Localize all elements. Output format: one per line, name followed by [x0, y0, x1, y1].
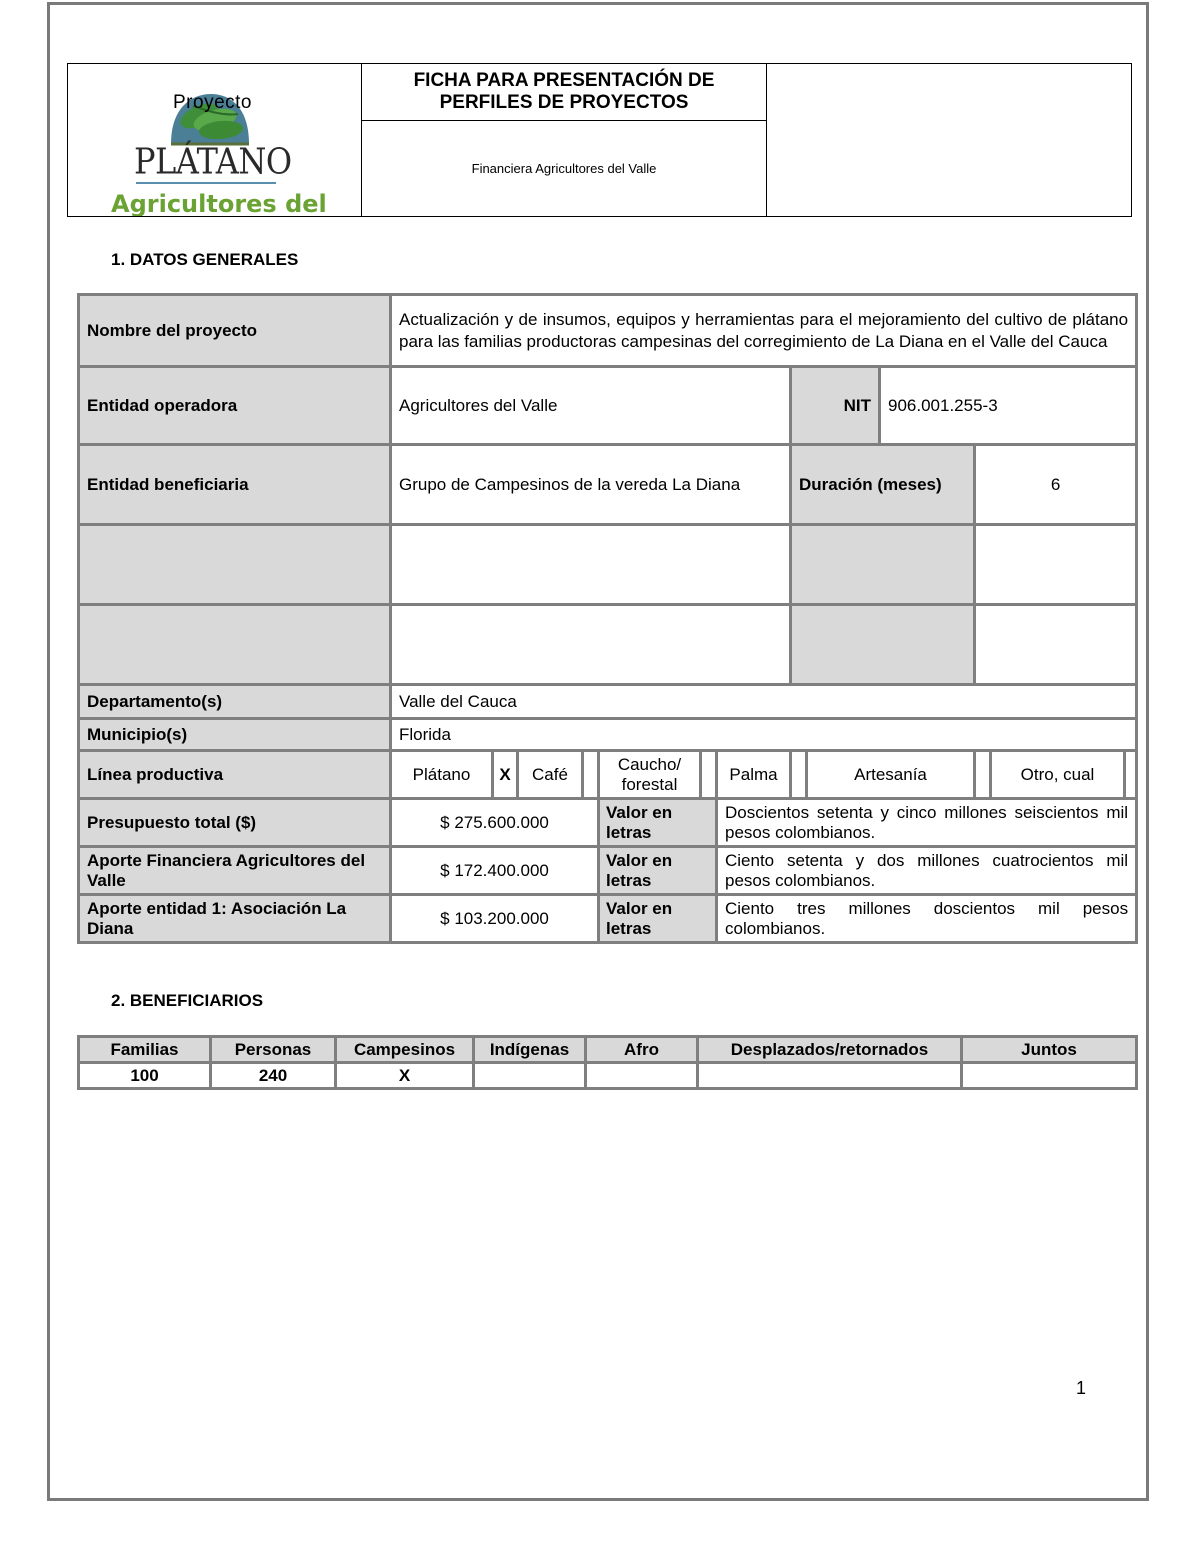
nit-label: NIT	[791, 367, 880, 445]
aporte-entidad-amount: $ 103.200.000	[391, 895, 599, 943]
linea-checkbox[interactable]	[1125, 751, 1137, 799]
linea-name: Otro, cual	[991, 751, 1125, 799]
departamento-label: Departamento(s)	[79, 685, 391, 719]
linea-name: Caucho/ forestal	[599, 751, 701, 799]
valor-letras-label: Valor en letras	[599, 799, 717, 847]
linea-checkbox[interactable]	[791, 751, 807, 799]
presupuesto-amount: $ 275.600.000	[391, 799, 599, 847]
linea-name: Plátano	[391, 751, 493, 799]
project-logo	[68, 64, 362, 216]
logo-top-text: Proyecto	[173, 92, 252, 113]
linea-name: Artesanía	[807, 751, 975, 799]
column-header: Personas	[211, 1037, 336, 1063]
document-header	[67, 63, 1132, 217]
logo-divider	[136, 182, 276, 184]
duracion-label: Duración (meses)	[791, 445, 975, 525]
table-row	[79, 445, 1137, 525]
valor-letras-label: Valor en letras	[599, 847, 717, 895]
header-center	[362, 64, 767, 216]
municipio-value: Florida	[391, 719, 1137, 751]
column-header: Desplazados/retornados	[698, 1037, 962, 1063]
nombre-value: Actualización y de insumos, equipos y herramientas para el mejoramiento del cultivo de plátano para las familias productoras campesinas del corregimiento de La Diana en el Valle del Cauca	[391, 295, 1137, 367]
linea-checkbox[interactable]	[583, 751, 599, 799]
column-header: Afro	[586, 1037, 698, 1063]
valor-letras-label: Valor en letras	[599, 895, 717, 943]
table-cell: 240	[211, 1063, 336, 1089]
linea-name: Palma	[717, 751, 791, 799]
document-title: FICHA PARA PRESENTACIÓN DE PERFILES DE PROYECTOS	[362, 64, 766, 121]
aporte-financiera-letras: Ciento setenta y dos millones cuatrocientos mil pesos colombianos.	[717, 847, 1137, 895]
logo-main-text: PLÁTANO	[134, 139, 292, 183]
presupuesto-letras: Doscientos setenta y cinco millones seiscientos mil pesos colombianos.	[717, 799, 1137, 847]
linea-label: Línea productiva	[79, 751, 391, 799]
beneficiaries-value-row	[79, 1063, 1137, 1089]
budget-row	[79, 847, 1137, 895]
logo-bottom-text: Agricultores del	[111, 190, 327, 216]
beneficiaria-label: Entidad beneficiaria	[79, 445, 391, 525]
linea-name: Café	[518, 751, 583, 799]
aporte-entidad-letras: Ciento tres millones doscientos mil pesos colombianos.	[717, 895, 1137, 943]
column-header: Campesinos	[336, 1037, 474, 1063]
departamento-value: Valle del Cauca	[391, 685, 1137, 719]
page-number: 1	[1076, 1378, 1087, 1398]
presupuesto-label: Presupuesto total ($)	[79, 799, 391, 847]
table-cell	[586, 1063, 698, 1089]
beneficiaries-header-row	[79, 1037, 1137, 1063]
budget-row	[79, 799, 1137, 847]
duracion-value: 6	[975, 445, 1137, 525]
aporte-financiera-label: Aporte Financiera Agricultores del Valle	[79, 847, 391, 895]
section-2-title: 2. BENEFICIARIOS	[111, 991, 264, 1010]
table-cell: 100	[79, 1063, 211, 1089]
column-header: Indígenas	[474, 1037, 586, 1063]
nit-value: 906.001.255-3	[880, 367, 1137, 445]
header-right-empty	[767, 64, 1131, 216]
operadora-value: Agricultores del Valle	[391, 367, 791, 445]
column-header: Familias	[79, 1037, 211, 1063]
general-data-table	[77, 293, 1138, 944]
table-cell	[698, 1063, 962, 1089]
document-subtitle: Financiera Agricultores del Valle	[471, 161, 657, 176]
table-cell	[962, 1063, 1137, 1089]
beneficiaries-table	[77, 1035, 1138, 1090]
linea-productiva-row	[79, 751, 1137, 799]
table-cell	[474, 1063, 586, 1089]
linea-checkbox[interactable]	[701, 751, 717, 799]
section-1-title: 1. DATOS GENERALES	[111, 250, 299, 269]
table-row-empty	[79, 525, 1137, 605]
nombre-label: Nombre del proyecto	[79, 295, 391, 367]
beneficiaria-value: Grupo de Campesinos de la vereda La Diana	[391, 445, 791, 525]
table-row-empty	[79, 605, 1137, 685]
aporte-entidad-label: Aporte entidad 1: Asociación La Diana	[79, 895, 391, 943]
column-header: Juntos	[962, 1037, 1137, 1063]
table-row	[79, 367, 1137, 445]
municipio-label: Municipio(s)	[79, 719, 391, 751]
table-row	[79, 719, 1137, 751]
table-cell: X	[336, 1063, 474, 1089]
table-row	[79, 295, 1137, 367]
aporte-financiera-amount: $ 172.400.000	[391, 847, 599, 895]
table-row	[79, 685, 1137, 719]
linea-checkbox[interactable]: X	[493, 751, 518, 799]
linea-checkbox[interactable]	[975, 751, 991, 799]
operadora-label: Entidad operadora	[79, 367, 391, 445]
budget-row	[79, 895, 1137, 943]
